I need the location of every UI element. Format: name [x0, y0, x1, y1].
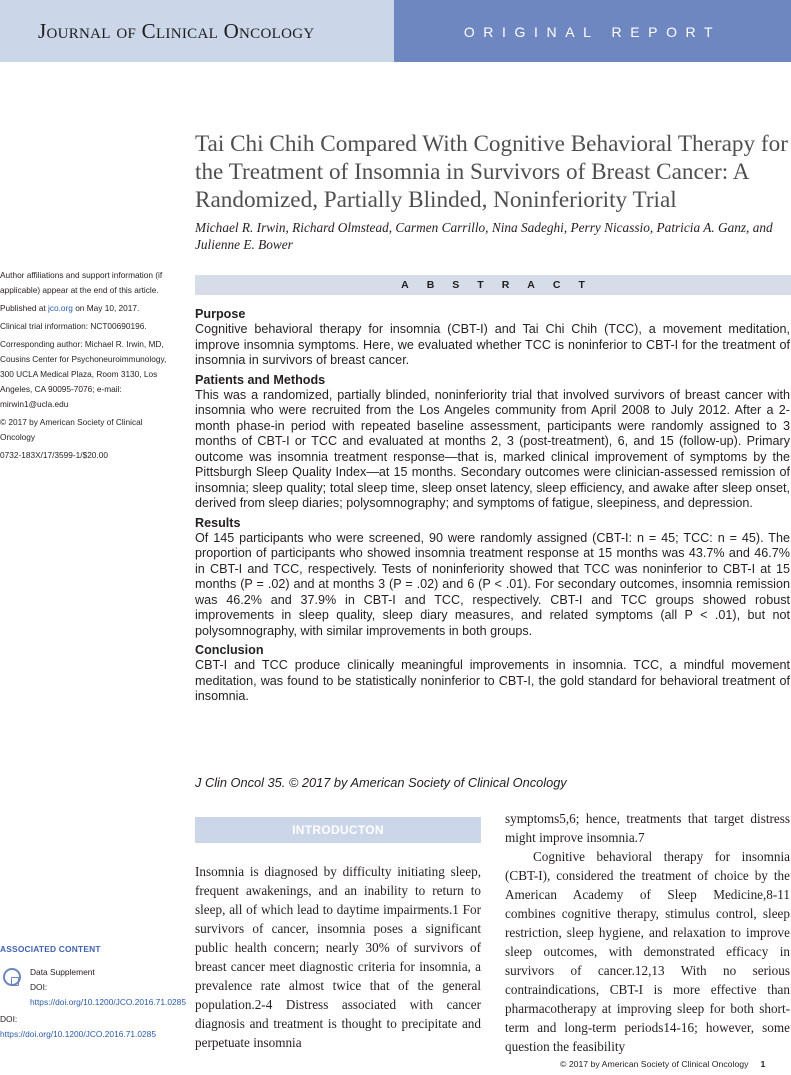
abstract-methods-heading: Patients and Methods: [195, 372, 326, 387]
introduction-column-1: [195, 862, 481, 1052]
footer-copyright: © 2017 by American Society of Clinical Oncology: [560, 1059, 749, 1069]
intro-paragraph-1-cont: symptoms5,6; hence, treatments that target distress might improve insomnia.7: [505, 811, 790, 845]
corresponding-author: Corresponding author: Michael R. Irwin, MD, Cousins Center for Psychoneuroimmunology, 300 UCLA Medical Plaza, Room 3130, Los Angeles, CA 90095-7076; e-mail: mirwin1@ucla.edu: [0, 339, 167, 409]
issn-note: 0732-183X/17/3599-1/$20.00: [0, 450, 108, 460]
introduction-label: INTRODUCTON: [292, 823, 384, 837]
intro-paragraph-2: Cognitive behavioral therapy for insomnia (CBT-I), considered the treatment of choice by the American Academy of Sleep Medicine,8-11 combines cognitive therapy, stimulus control, sleep restriction, sleep hygiene, and relaxation to improve sleep outcomes, with demonstrated efficacy in survivors of cancer.12,13 With no serious contraindications, CBT-I is more effective than pharmacotherapy at improving sleep for both short-term and long-term periods14-16; however, some question the feasibility: [505, 849, 790, 1054]
abstract-results-text: Of 145 participants who were screened, 90 were randomly assigned (CBT-I: n = 45; TCC: n = 45). The proportion of participants who showed insomnia treatment response at 15 months was 43.7% and 46.7% in CBT-I and TCC, respectively. Tests of noninferiority showed that TCC was noninferior to CBT-I at 15 months (P = .02) and at months 3 (P = .02) and 6 (P < .01). For secondary outcomes, insomnia remission was 46.2% and 37.9% in CBT-I and TCC, respectively. CBT-I and TCC groups showed robust improvements in sleep quality, sleep diary measures, and related symptoms (all P < .01), but not polysomnography, with similar improvements in both groups.: [195, 530, 790, 638]
doi-prefix: DOI:: [0, 1014, 18, 1024]
page-footer: [560, 1059, 791, 1069]
abstract-purpose-text: Cognitive behavioral therapy for insomnia (CBT-I) and Tai Chi Chih (TCC), a movement meditation, improve insomnia symptoms. Here, we evaluated whether TCC is noninferior to CBT-I for the treatment of insomnia in survivors of breast cancer.: [195, 322, 790, 367]
journal-name: Journal of Clinical Oncology: [38, 19, 315, 43]
intro-paragraph-1: Insomnia is diagnosed by difficulty initiating sleep, frequent awakenings, and an inability to return to sleep, all of which lead to daytime impairments.1 For survivors of cancer, insomnia poses a significant public health concern; nearly 30% of survivors of breast cancer meet diagnostic criteria for insomnia, a prevalence rate almost twice that of the general population.2-4 Distress associated with cancer diagnosis and treatment is thought to precipitate and perpetuate insomnia: [195, 864, 481, 1050]
associated-content-title: ASSOCIATED CONTENT: [0, 944, 101, 954]
data-supplement-block: [30, 965, 186, 1010]
associated-content: [0, 944, 186, 1039]
abstract-conclusion-text: CBT-I and TCC produce clinically meaningful improvements in insomnia. TCC, a mindful movement meditation, was found to be statistically noninferior to CBT-I, the gold standard for behavioral treatment of insomnia.: [195, 658, 790, 703]
trial-info: Clinical trial information: NCT00690196.: [0, 321, 147, 331]
sidebar-copyright: © 2017 by American Society of Clinical Oncology: [0, 417, 143, 442]
data-supplement-label[interactable]: Data Supplement: [30, 967, 95, 977]
abstract-label: ABSTRACT: [401, 279, 603, 291]
abstract-conclusion-heading: Conclusion: [195, 643, 264, 657]
journal-citation: J Clin Oncol 35. © 2017 by American Society of Clinical Oncology: [195, 775, 567, 790]
abstract-methods-text: This was a randomized, partially blinded, noninferiority trial that involved survivors of breast cancer with insomnia who were recruited from the Los Angeles community from April 2008 to July 2012. After a 2-month phase-in period with repeated baseline assessment, participants were randomly assigned to 3 months of CBT-I or TCC and evaluated at months 2, 3 (post-treatment), 6, and 15 (follow-up). Primary outcome was insomnia treatment response—that is, marked clinical improvement of symptoms by the Pittsburgh Sleep Quality Index—at 15 months. Secondary outcomes were clinician-assessed remission of insomnia; sleep quality; total sleep time, sleep onset latency, sleep efficiency, and awake after sleep onset, derived from sleep diaries; polysomnography; and symptoms of fatigue, sleepiness, and depression.: [195, 387, 790, 510]
data-supplement-icon[interactable]: [3, 968, 21, 986]
abstract-body: [195, 307, 790, 709]
introduction-column-2: [505, 809, 790, 1056]
article-authors: Michael R. Irwin, Richard Olmstead, Carmen Carrillo, Nina Sadeghi, Perry Nicassio, Patricia A. Ganz, and Julienne E. Bower: [195, 220, 773, 252]
published-prefix: Published at: [0, 303, 48, 313]
abstract-results-heading: Results: [195, 515, 241, 530]
published-date: on May 10, 2017.: [72, 303, 140, 313]
report-type: ORIGINAL REPORT: [463, 24, 722, 40]
affiliations-note: Author affiliations and support information (if applicable) appear at the end of this article.: [0, 270, 163, 295]
article-doi: [0, 1012, 172, 1042]
page-number: 1: [760, 1059, 766, 1069]
article-title: Tai Chi Chih Compared With Cognitive Behavioral Therapy for the Treatment of Insomnia in Survivors of Breast Cancer: A Randomized, Partially Blinded, Noninferiority Trial: [195, 131, 788, 213]
abstract-purpose-heading: Purpose: [195, 307, 246, 321]
article-doi-link[interactable]: https://doi.org/10.1200/JCO.2016.71.0285: [0, 1029, 156, 1039]
journal-link[interactable]: jco.org: [47, 303, 73, 313]
article-sidebar: [0, 268, 170, 466]
ds-doi-prefix: DOI:: [30, 982, 48, 992]
data-supplement-doi: [30, 980, 186, 1010]
published-note: [0, 301, 170, 316]
ds-doi-link[interactable]: https://doi.org/10.1200/JCO.2016.71.0285: [30, 997, 186, 1007]
